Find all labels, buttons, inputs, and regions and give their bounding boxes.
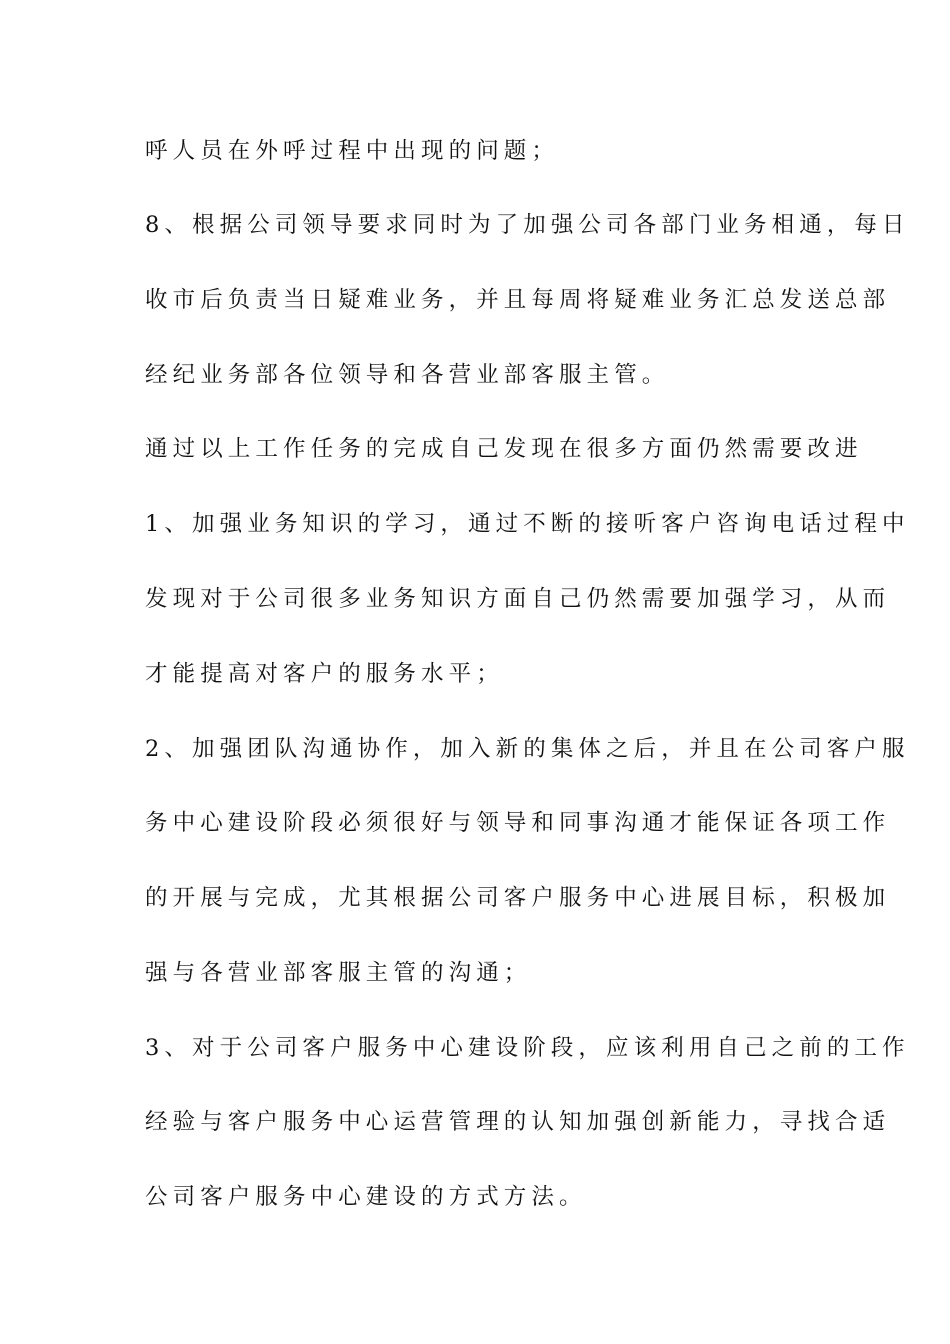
text-line: 公司客户服务中心建设的方式方法。 xyxy=(145,1184,587,1210)
text-line: 才能提高对客户的服务水平； xyxy=(145,661,504,687)
text-line: 经验与客户服务中心运营管理的认知加强创新能力，寻找合适 xyxy=(145,1109,891,1135)
text-line: 8、根据公司领导要求同时为了加强公司各部门业务相通，每日 xyxy=(145,212,910,238)
text-line: 收市后负责当日疑难业务，并且每周将疑难业务汇总发送总部 xyxy=(145,287,891,313)
text-line: 务中心建设阶段必须很好与领导和同事沟通才能保证各项工作 xyxy=(145,810,891,836)
text-line: 通过以上工作任务的完成自己发现在很多方面仍然需要改进 xyxy=(145,436,863,462)
text-line: 呼人员在外呼过程中出现的问题； xyxy=(145,138,560,164)
text-line: 1、加强业务知识的学习，通过不断的接听客户咨询电话过程中 xyxy=(145,511,910,537)
text-line: 经纪业务部各位领导和各营业部客服主管。 xyxy=(145,362,670,388)
text-line: 3、对于公司客户服务中心建设阶段，应该利用自己之前的工作 xyxy=(145,1035,910,1061)
text-line: 的开展与完成，尤其根据公司客户服务中心进展目标，积极加 xyxy=(145,885,891,911)
text-line: 发现对于公司很多业务知识方面自己仍然需要加强学习，从而 xyxy=(145,586,891,612)
text-line: 2、加强团队沟通协作，加入新的集体之后，并且在公司客户服 xyxy=(145,736,910,762)
text-line: 强与各营业部客服主管的沟通； xyxy=(145,960,532,986)
